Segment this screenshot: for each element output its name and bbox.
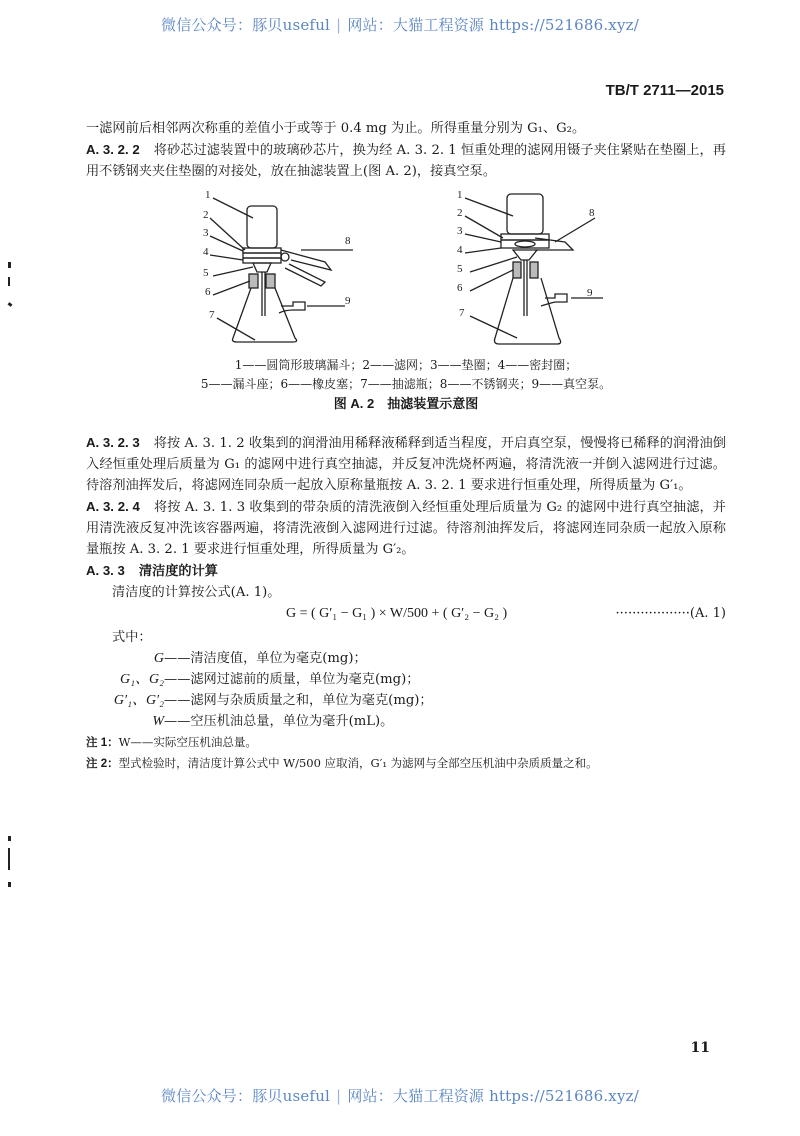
binding-mark — [8, 262, 11, 268]
clause-text: 将砂芯过滤装置中的玻璃砂芯片，换为经 A. 3. 2. 1 恒重处理的滤网用镊子夹住紧贴在垫圈上，再用不锈钢夹夹住垫圈的对接处，放在抽滤装置上(图 A. 2)，接真空泵。 — [86, 143, 726, 179]
svg-text:7: 7 — [459, 307, 465, 319]
section-number: A. 3. 3 — [86, 563, 125, 578]
formula-number: ··················(A. 1) — [615, 606, 726, 621]
suction-filter-diagram-icon — [195, 188, 645, 358]
watermark-site: 网站：大猫工程资源 https://521686.xyz/ — [347, 16, 639, 34]
clause-number: A. 3. 2. 2 — [86, 142, 140, 157]
section-title: 清洁度的计算 — [138, 563, 218, 578]
note-2: 注 2：型式检验时，清洁度计算公式中 W/500 应取消，G′₁ 为滤网与全部空压机油中杂质质量之和。 — [86, 756, 598, 770]
text-block-top — [86, 118, 726, 182]
clause-a323 — [86, 432, 726, 496]
legend-line-1: 1——圆筒形玻璃漏斗；2——滤网；3——垫圈；4——密封圈； — [234, 358, 578, 372]
where-label: 式中： — [112, 630, 152, 645]
svg-text:5: 5 — [457, 263, 463, 275]
clause-text: 将按 A. 3. 1. 3 收集到的带杂质的清洗液倒入经恒重处理后质量为 G₂ 的滤网中进行真空抽滤，并用清洗液反复冲洗该容器两遍，将清洗液倒入滤网进行过滤。待溶剂油挥发后，将滤网连同杂质一起放入原称量瓶按 A. 3. 2. 1 要求进行恒重处理，所得质量为 G′₂。 — [86, 500, 726, 557]
definition-item: G ——清洁度值，单位为毫克(mg)； — [153, 651, 367, 666]
formula: G = ( G′₁ − G₁ ) × W/500 + ( G′₂ − G₂ ) — [286, 606, 508, 621]
watermark-wechat: 微信公众号：豚贝useful — [161, 1087, 331, 1105]
note-1: 注 1：W——实际空压机油总量。 — [86, 735, 257, 749]
definition-item: W ——空压机油总量，单位为毫升(mL)。 — [152, 714, 394, 729]
page-number: 11 — [690, 1040, 710, 1056]
svg-text:5: 5 — [203, 267, 209, 279]
left-apparatus — [210, 198, 353, 342]
binding-mark — [8, 302, 13, 307]
figure-label-1: 1 — [205, 189, 211, 201]
definition-item: G′₁、G′₂ ——滤网与杂质质量之和，单位为毫克(mg)； — [113, 693, 433, 708]
svg-text:7: 7 — [209, 309, 215, 321]
continued-line: 一滤网前后相邻两次称重的差值小于或等于 0.4 mg 为止。所得重量分别为 G₁、G₂。 — [86, 121, 586, 136]
svg-text:8: 8 — [589, 207, 595, 219]
definitions-list — [86, 648, 726, 732]
text-block-main — [86, 432, 726, 774]
svg-text:6: 6 — [457, 282, 463, 294]
formula-row — [86, 603, 726, 627]
clause-a324 — [86, 496, 726, 560]
binding-mark — [8, 882, 11, 887]
watermark-top — [0, 14, 800, 35]
calc-intro: 清洁度的计算按公式(A. 1)。 — [112, 585, 281, 600]
binding-mark — [8, 848, 10, 870]
watermark-wechat: 微信公众号：豚贝useful — [161, 16, 331, 34]
figure-legend — [86, 356, 726, 413]
watermark-site: 网站：大猫工程资源 https://521686.xyz/ — [347, 1087, 639, 1105]
svg-text:2: 2 — [203, 209, 209, 221]
svg-text:4: 4 — [203, 246, 209, 258]
legend-line-2: 5——漏斗座；6——橡皮塞；7——抽滤瓶；8——不锈钢夹；9——真空泵。 — [200, 377, 612, 391]
definition-item: G₁、G₂ ——滤网过滤前的质量，单位为毫克(mg)； — [120, 672, 420, 687]
clause-number: A. 3. 2. 3 — [86, 435, 140, 450]
svg-text:2: 2 — [457, 207, 463, 219]
svg-text:3: 3 — [203, 227, 209, 239]
svg-text:9: 9 — [345, 295, 351, 307]
watermark-separator: | — [336, 16, 342, 34]
watermark-bottom — [0, 1085, 800, 1106]
svg-text:3: 3 — [457, 225, 463, 237]
svg-text:4: 4 — [457, 244, 463, 256]
figure-title: 图 A. 2 抽滤装置示意图 — [333, 396, 479, 411]
svg-text:6: 6 — [205, 286, 211, 298]
clause-text: 将按 A. 3. 1. 2 收集到的润滑油用稀释液稀释到适当程度，开启真空泵，慢慢将已稀释的润滑油倒入经恒重处理后质量为 G₁ 的滤网中进行真空抽滤，并反复冲洗烧杯两遍，将清洗液一并倒入滤网进行过滤。待溶剂油挥发后，将滤网连同杂质一起放入原称量瓶按 A. 3. 2. 1 要求进行恒重处理，所得质量为 G′₁。 — [86, 436, 726, 493]
figure-suction-filter — [195, 188, 645, 358]
section-a33-heading — [86, 560, 726, 582]
standard-code: TB/T 2711—2015 — [605, 82, 724, 99]
clause-a322 — [86, 139, 726, 182]
binding-mark — [8, 277, 10, 286]
watermark-separator: | — [336, 1087, 342, 1105]
right-apparatus — [465, 194, 603, 344]
binding-mark — [8, 836, 11, 841]
svg-text:9: 9 — [587, 287, 593, 299]
clause-number: A. 3. 2. 4 — [86, 499, 140, 514]
svg-text:1: 1 — [457, 189, 463, 201]
svg-text:8: 8 — [345, 235, 351, 247]
